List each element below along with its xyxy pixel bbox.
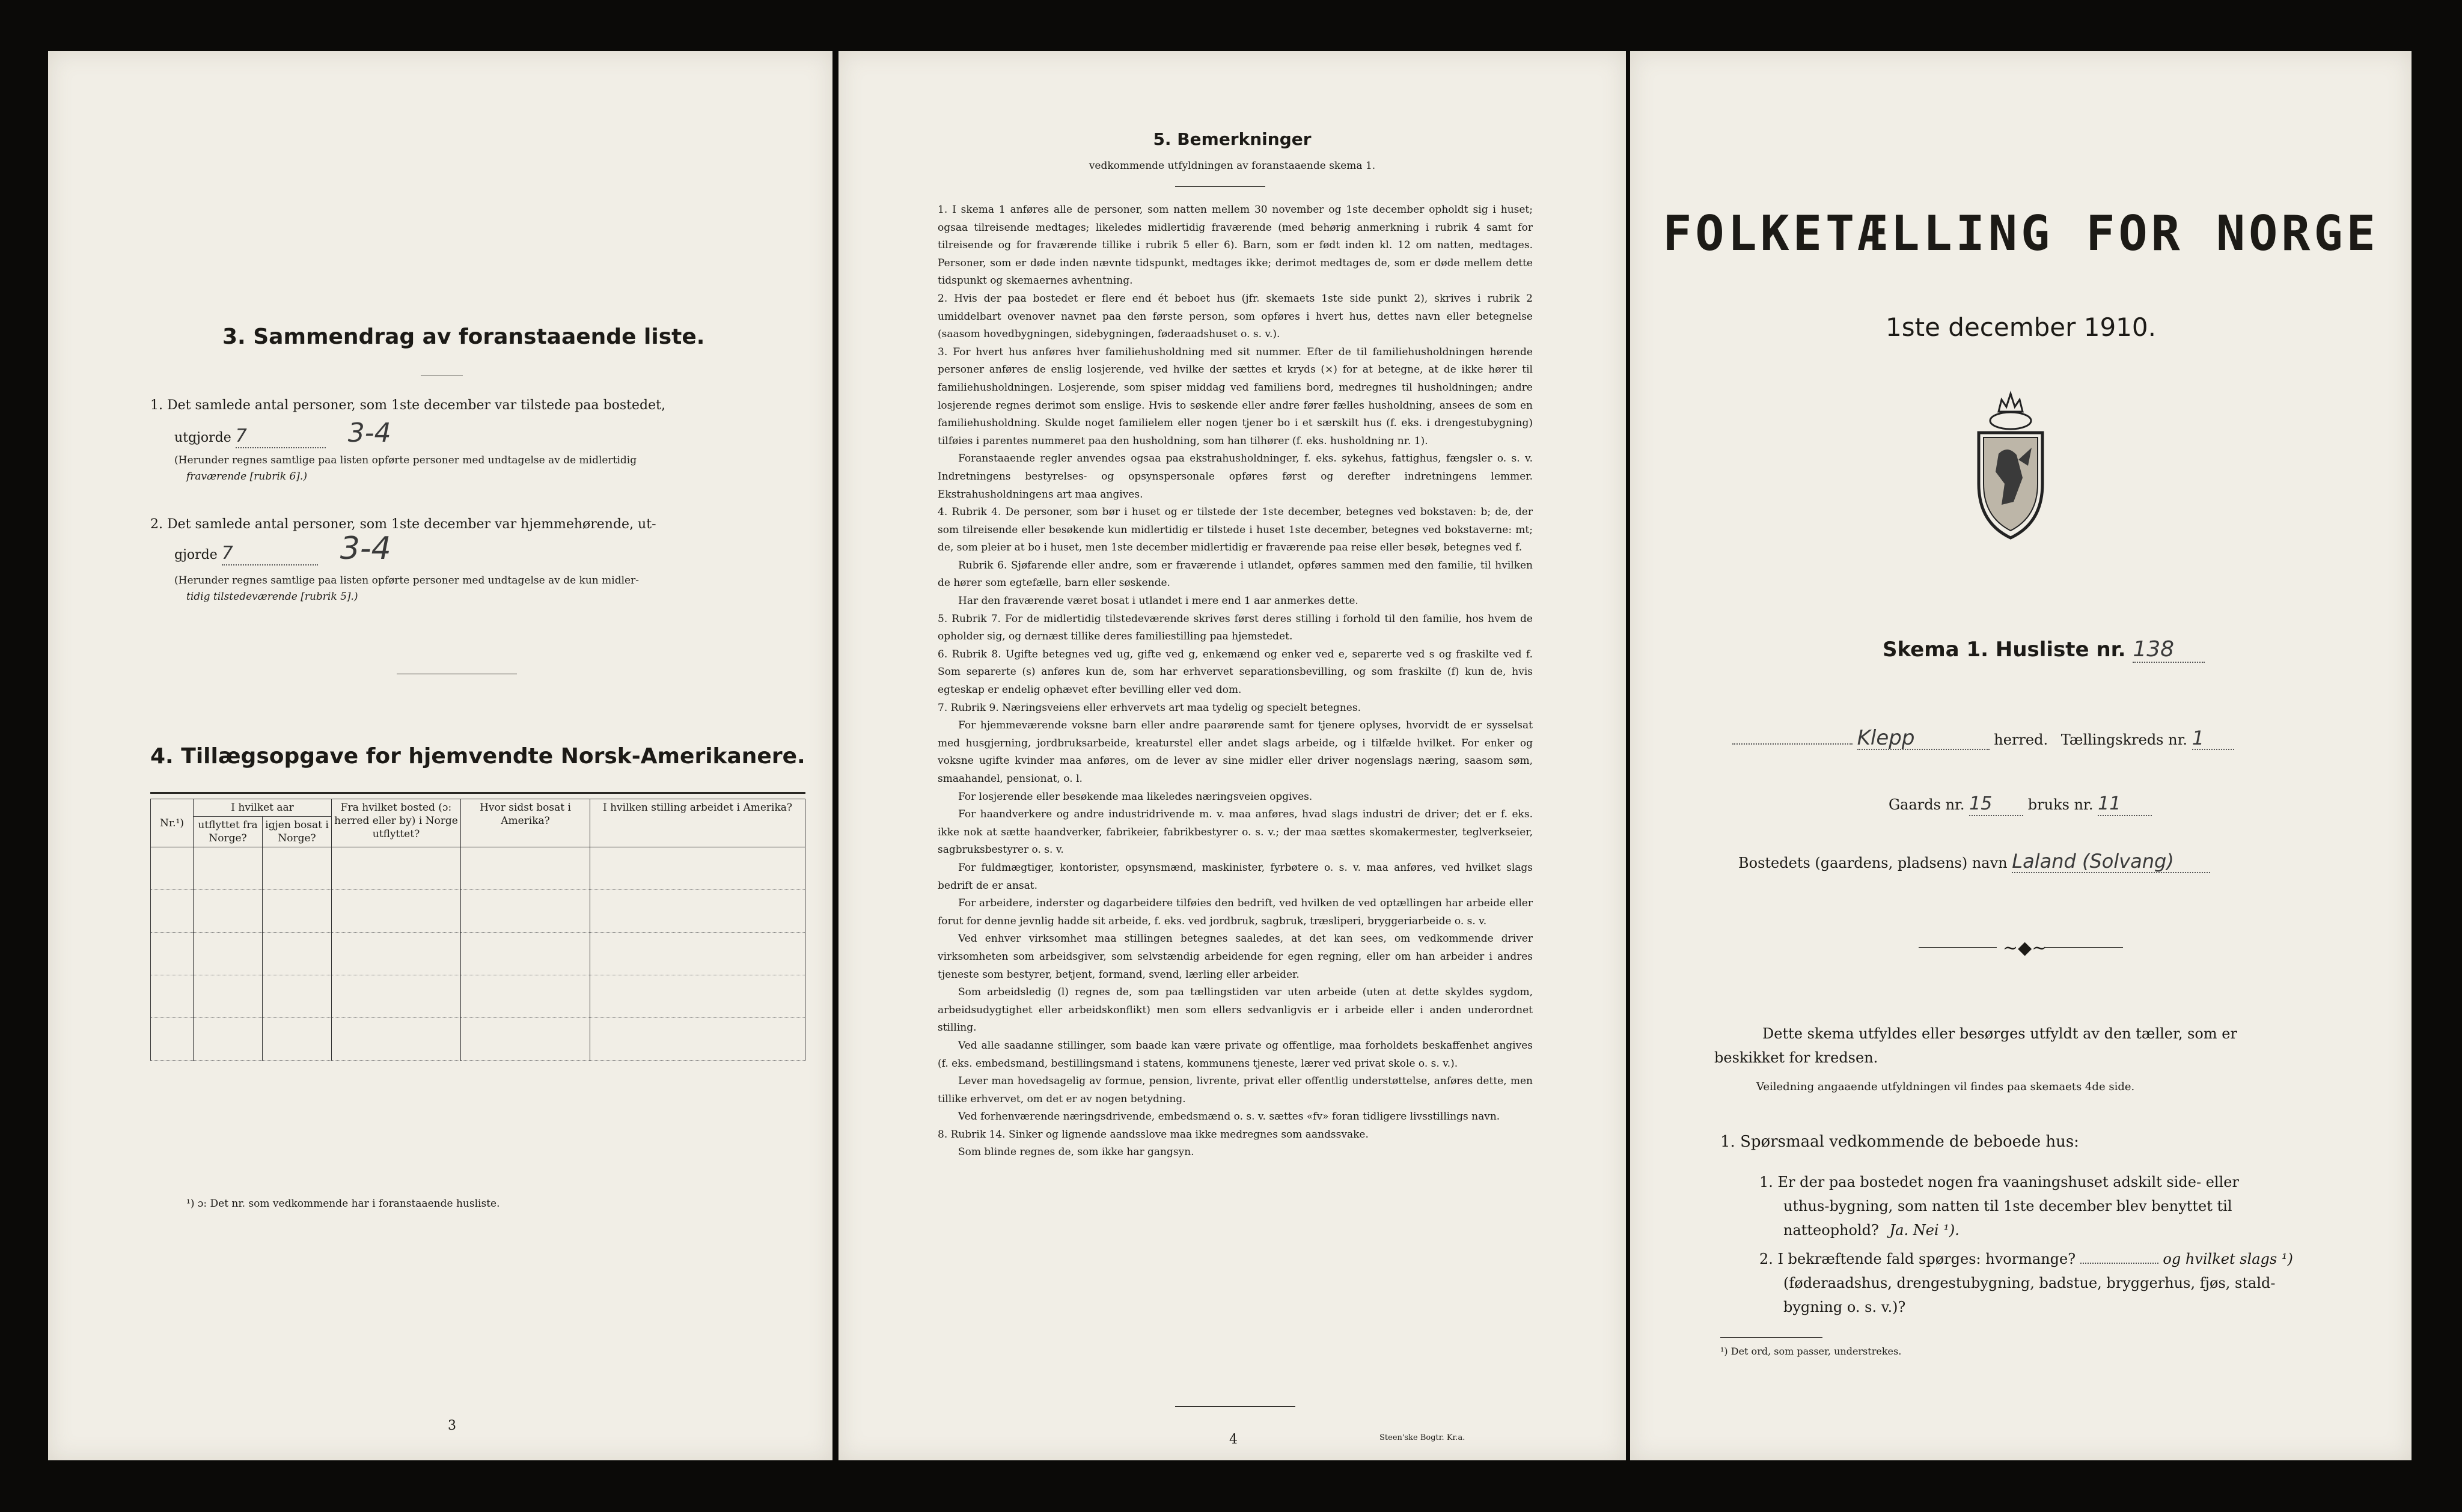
gaards-value: 15 <box>1969 793 2023 816</box>
q1-answer: Ja. Nei ¹). <box>1889 1222 1960 1239</box>
remarks-list <box>938 201 1533 1162</box>
kreds-value: 1 <box>2192 727 2234 750</box>
divider <box>1919 947 1997 948</box>
col-sidst: Hvor sidst bosat i Amerika? <box>461 799 590 847</box>
gaards-line: Gaards nr. 15 bruks nr. 11 <box>1889 793 2152 816</box>
husliste-nr: 138 <box>2133 637 2205 663</box>
herred-value: Klepp <box>1857 727 1990 750</box>
footnote: ¹) Det ord, som passer, understrekes. <box>1720 1346 1902 1357</box>
remark-paragraph: Ved enhver virksomhet maa stillingen betegnes saaledes, at det kan sees, om vedkommende driver virksomheten som arbeidsgiver, som selvstændig arbeidende for egen regning, eller om han arbeider i andres tjeneste som bestyrer, betjent, formand, svend, lærling eller arbeider. <box>938 933 1533 981</box>
schema-label: Skema 1. Husliste nr. 138 <box>1883 637 2205 663</box>
remark-paragraph: 7. Rubrik 9. Næringsveiens eller erhvervets art maa tydelig og specielt betegnes. <box>938 701 1361 714</box>
table-row <box>151 1018 805 1061</box>
divider <box>1175 186 1265 187</box>
col-igjen: igjen bosat i Norge? <box>263 817 332 847</box>
page-3 <box>48 51 832 1460</box>
section3-item1-line: utgjorde 7 3-4 <box>174 418 391 448</box>
col-group: I hvilket aar <box>194 799 332 817</box>
divider <box>1720 1337 1822 1338</box>
section3-item2-note: (Herunder regnes samtlige paa listen opførte personer med undtagelse av de kun midler- tidig tilstedeværende [rubrik 5].) <box>174 575 639 603</box>
section4-title: 4. Tillægsopgave for hjemvendte Norsk-Amerikanere. <box>150 744 805 769</box>
table-row <box>151 890 805 933</box>
divider <box>2045 947 2123 948</box>
page-4 <box>838 51 1626 1460</box>
table-top-rule <box>150 792 805 794</box>
section3-item2: 2. Det samlede antal personer, som 1ste december var hjemmehørende, ut- <box>150 517 656 532</box>
remark-paragraph: Rubrik 6. Sjøfarende eller andre, som er fraværende i utlandet, opføres sammen med den familie, til hvilken de hører som egtefælle, barn eller søskende. <box>938 559 1533 590</box>
item2-hand: 3-4 <box>340 531 391 567</box>
remark-paragraph: 5. Rubrik 7. For de midlertidig tilstedeværende skrives først deres stilling i forhold til den familie, hos hvem de opholder sig, og dernæst tillike deres familiestilling paa hjemstedet. <box>938 612 1533 643</box>
item1-hand: 3-4 <box>347 418 391 448</box>
section4-footnote: ¹) ɔ: Det nr. som vedkommende har i foranstaaende husliste. <box>186 1198 500 1210</box>
divider <box>1175 1406 1295 1407</box>
remark-paragraph: Som blinde regnes de, som ikke har gangsyn. <box>958 1146 1194 1159</box>
section3-item2-line: gjorde 7 3-4 <box>174 531 391 567</box>
section3-item1-note: (Herunder regnes samtlige paa listen opførte personer med undtagelse av de midlertidig fraværende [rubrik 6].) <box>174 454 637 483</box>
remark-paragraph: 6. Rubrik 8. Ugifte betegnes ved ug, gifte ved g, enkemænd og enker ved e, separerte ved s og fraskilte ved f. Som separerte (s) anføres kun de, som har erhvervet separationsbevilling, og som fraskilte (f) kun de, hvis egteskap er endelig ophævet efter bevilling eller ved dom. <box>938 648 1533 697</box>
table-row <box>151 847 805 890</box>
remark-paragraph: For arbeidere, inderster og dagarbeidere tilføies den bedrift, ved hvilken de ved optællingen har arbeide eller forut for denne jevnlig hadde sit arbeide, f. eks. ved jordbruk, sagbruk, træsliperi, bryggeriarbeide o. s. v. <box>938 897 1533 927</box>
remark-paragraph: 1. I skema 1 anføres alle de personer, som natten mellem 30 november og 1ste december opholdt sig i huset; ogsaa tilreisende medtages; likeledes midlertidig fraværende (med behørig anmerkning i rubrik 4 samt for tilreisende og for fraværende tillike i rubrik 5 eller 6). Barn, som er født inden kl. 12 om natten, medtages. Personer, som er døde inden nævnte tidspunkt, medtages ikke; derimot medtages de, som er døde mellem dette tidspunkt og skemaernes avhentning. <box>938 204 1533 287</box>
remark-paragraph: For fuldmægtiger, kontorister, opsynsmænd, maskinister, fyrbøtere o. s. v. maa anføres, ved hvilket slags bedrift de er ansat. <box>938 861 1533 892</box>
form-title: FOLKETÆLLING FOR NORGE <box>1663 206 2379 261</box>
section3-title: 3. Sammendrag av foranstaaende liste. <box>222 325 705 349</box>
question-1: 1. Er der paa bostedet nogen fra vaaningshuset adskilt side- eller uthus-bygning, som natten til 1ste december blev benyttet til natteophold? Ja. Nei ¹). <box>1759 1174 2239 1239</box>
item2-value: 7 <box>222 543 318 565</box>
remark-paragraph: Har den fraværende været bosat i utlandet i mere end 1 aar anmerkes dette. <box>958 595 1358 608</box>
remark-paragraph: For haandverkere og andre industridrivende m. v. maa anføres, hvad slags industri de driver; det er f. eks. ikke nok at sætte haandverker, fabrikeier, fabrikbestyrer o. s. v.; der maa sættes skomakermester, teglverkseier, sagbruksbestyrer o. s. v. <box>938 808 1533 856</box>
questions-title: 1. Spørsmaal vedkommende de beboede hus: <box>1720 1133 2079 1151</box>
remark-paragraph: Lever man hovedsagelig av formue, pension, livrente, privat eller offentlig understøttelse, anføres dette, men tillike erhvervet, om det er av nogen betydning. <box>938 1075 1533 1105</box>
ornament-icon: ~◆~ <box>2003 937 2047 959</box>
question-2: 2. I bekræftende fald spørges: hvormange? og hvilket slags ¹) (føderaadshus, drengestubygning, badstue, bryggerhus, fjøs, stald- bygning o. s. v.)? <box>1759 1251 2293 1315</box>
page-1 <box>1630 51 2412 1460</box>
remark-paragraph: Foranstaaende regler anvendes ogsaa paa ekstrahusholdninger, f. eks. sykehus, fattighus, fængsler o. s. v. Indretningens bestyrelses- og opsynspersonale opføres først og derefter indretningens lemmer. Ekstrahusholdningens art maa angives. <box>938 453 1533 501</box>
remarks-title: 5. Bemerkninger <box>1153 129 1312 149</box>
section3-item1: 1. Det samlede antal personer, som 1ste december var tilstede paa bostedet, <box>150 398 665 413</box>
col-stilling: I hvilken stilling arbeidet i Amerika? <box>590 799 805 847</box>
remark-paragraph: Ved alle saadanne stillinger, som baade kan være private og offentlige, maa forholdets beskaffenhet angives (f. eks. embedsmand, bestillingsmand i statens, kommunens tjeneste, lærer ved privat skole o. s. v.). <box>938 1039 1533 1070</box>
bosted-line: Bostedets (gaardens, pladsens) navn Laland (Solvang) <box>1738 850 2210 874</box>
remark-paragraph: For losjerende eller besøkende maa likeledes næringsveien opgives. <box>958 790 1313 803</box>
instruction-note: Veiledning angaaende utfyldningen vil findes paa skemaets 4de side. <box>1756 1081 2135 1093</box>
remark-paragraph: 8. Rubrik 14. Sinker og lignende aandsslove maa ikke medregnes som aandssvake. <box>938 1128 1369 1141</box>
page-number: 4 <box>1229 1432 1238 1447</box>
form-date: 1ste december 1910. <box>1886 312 2156 342</box>
norsk-amerikanere-table <box>150 799 805 1061</box>
col-utflyttet: utflyttet fra Norge? <box>194 817 263 847</box>
bruks-value: 11 <box>2098 793 2152 816</box>
coat-of-arms-icon <box>1966 388 2056 544</box>
table-row <box>151 933 805 975</box>
remark-paragraph: 4. Rubrik 4. De personer, som bør i huset og er tilstede der 1ste december, betegnes ved bokstaven: b; de, der som tilreisende eller besøkende kun midlertidig er tilstede i huset 1ste december, betegnes ved bokstaverne: mt; de, som pleier at bo i huset, men 1ste december midlertidig er fraværende paa reise eller besøk, betegnes ved f. <box>938 506 1533 554</box>
col-nr: Nr.¹) <box>151 799 194 847</box>
item1-value: 7 <box>236 425 326 448</box>
instruction: Dette skema utfyldes eller besørges utfyldt av den tæller, som er beskikket for kredsen. <box>1714 1025 2237 1066</box>
printer-mark: Steen'ske Bogtr. Kr.a. <box>1379 1433 1465 1442</box>
col-fra: Fra hvilket bosted (ɔ: herred eller by) i Norge utflyttet? <box>332 799 461 847</box>
remark-paragraph: For hjemmeværende voksne barn eller andre paarørende samt for tjenere oplyses, hvorvidt de er sysselsat med husgjerning, jordbruksarbeide, kreaturstel eller andet slags arbeide, og i tilfælde hvilket. For enker og voksne ugifte kvinder maa anføres, om de lever av sine midler eller driver nogenslags næring, saasom søm, smaahandel, pensionat, o. l. <box>938 719 1533 785</box>
remark-paragraph: 3. For hvert hus anføres hver familiehusholdning med sit nummer. Efter de til familiehusholdningen hørende personer anføres de enslig losjerende, ved hvilke der sættes et kryds (×) for at betegne, at de ikke hører til familiehusholdningen. Losjerende, som spiser middag ved familiens bord, medregnes til husholdningen; andre losjerende regnes derimot som enslige. Hvis to søskende eller andre fører fælles husholdning, ansees de som en familiehusholdning. Skulde noget familielem eller nogen tjener bo i et særskilt hus (f. eks. i drengestubygning) tilføies i parentes nummeret paa den husholdning, som han tilhører (f. eks. husholdning nr. 1). <box>938 346 1533 447</box>
herred-line: Klepp herred. Tællingskreds nr. 1 <box>1732 727 2393 751</box>
table-row <box>151 975 805 1018</box>
remark-paragraph: Ved forhenværende næringsdrivende, embedsmænd o. s. v. sættes «fv» foran tidligere livsstillings navn. <box>958 1111 1500 1123</box>
remarks-subtitle: vedkommende utfyldningen av foranstaaende skema 1. <box>1089 160 1376 172</box>
page-number: 3 <box>448 1418 456 1433</box>
remark-paragraph: 2. Hvis der paa bostedet er flere end ét beboet hus (jfr. skemaets 1ste side punkt 2), skrives i rubrik 2 umiddelbart ovenover navnet paa den første person, som opføres i hvert hus, dettes navn eller betegnelse (saasom hovedbygningen, sidebygningen, føderaadshuset o. s. v.). <box>938 292 1533 341</box>
bosted-value: Laland (Solvang) <box>2012 850 2210 873</box>
remark-paragraph: Som arbeidsledig (l) regnes de, som paa tællingstiden var uten arbeide (uten at dette skyldes sygdom, arbeidsudygtighet eller arbeidskonflikt) men som ellers sedvanligvis er i arbeide eller i anden underordnet stilling. <box>938 986 1533 1034</box>
